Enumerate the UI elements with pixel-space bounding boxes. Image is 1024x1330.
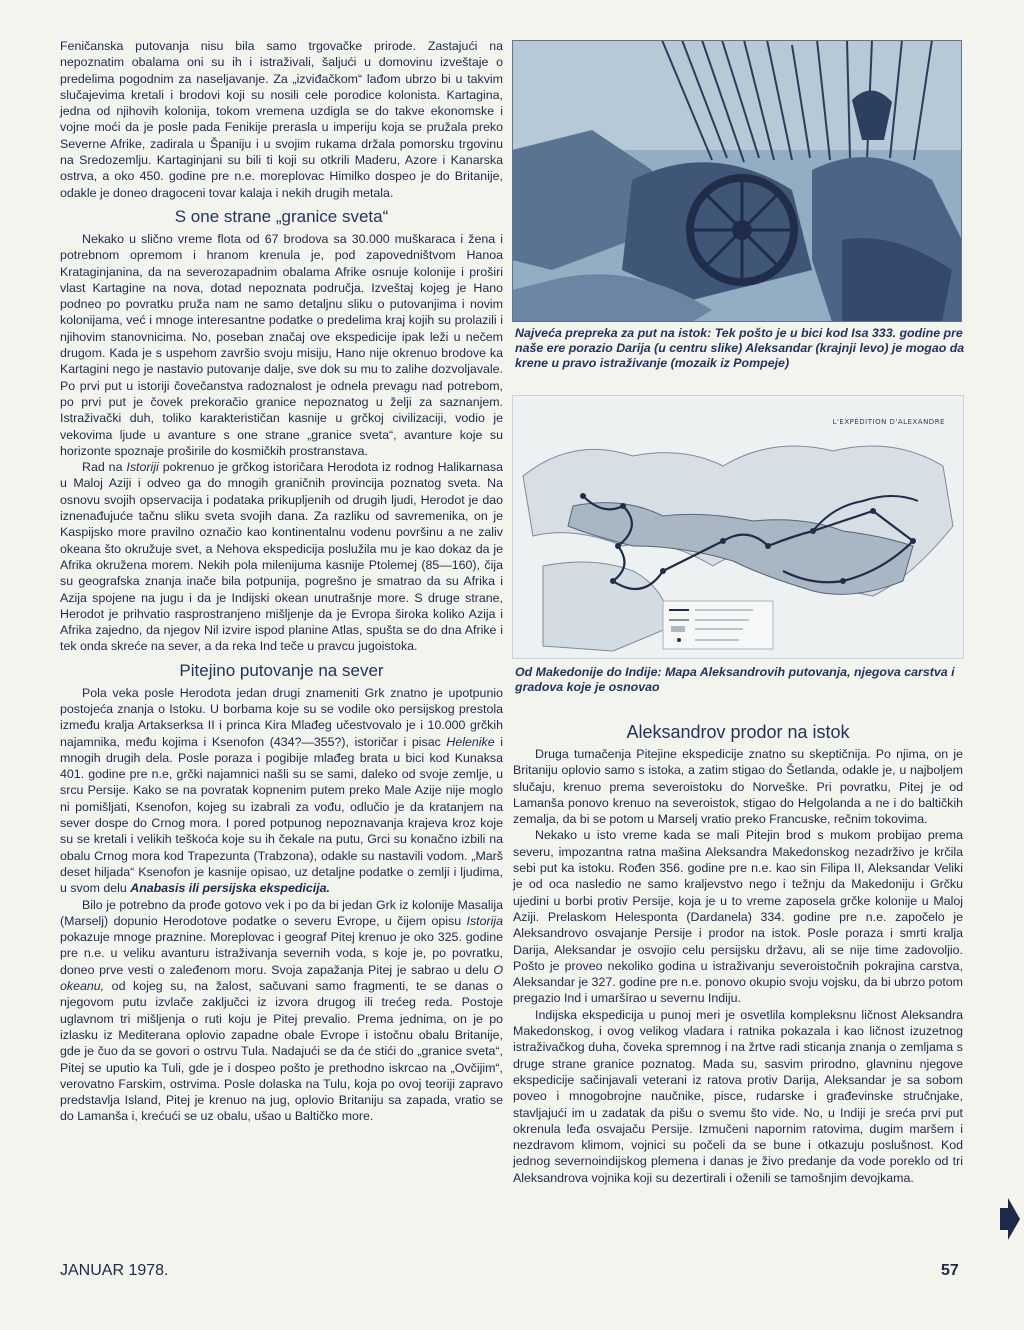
paragraph-phoenician-voyages: Feničanska putovanja nisu bila samo trgovačke prirode. Zastajući na nepoznatim obalama oni su ih i istraživali, šaljući u domovinu izveštaje o predelima pogodnim za naseljavanje. Za „izviđačkom“ lađom ubrzo bi u takvim slučajevima kretali i brodovi koji su nosili cele porodice kolonista. Kartagina, jedna od njihovih kolonija, tokom vremena uzdigla se do takve ekonomske i vojne moći da je posle pada Fenikije prerasla u imperiju koja se pružala preko Severne Afrike, zadirala u Španiju i u svojim rukama držala pomorsku trgovinu na Sredozemlju. Kartaginjani su bili ti koji su otkrili Maderu, Azore i Kanarska ostrva, a oko 450. godine pre n.e. moreplovac Himilko dospeo je do Britanije, odakle je doneo dragoceni tovar kalaja i nekih drugih metala. [60, 39, 503, 200]
paragraph-herodotus: Rad na Istoriji pokrenuo je grčkog istoričara Herodota iz rodnog Halikarnasa u Maloj Aziji i odveo ga do mnogih graničnih provincija poznatog sveta. Na osnovu svojih opservacija i podataka prikupljenih od drugih ljudi, Herodot je dao iznenađujuće tačnu sliku sveta svojih dana. Za razliku od savremenika, on je Kaspijsko more pravilno označio kao kontinentalnu vodenu površinu a ne zaliv okeana što okružuje svet, a Nehova ekspedicija poslužila mu je kao dokaz da je Afrika okružena morem. Nekih pola milenijuma kasnije Ptolemej (85—160), čija su geografska znanja inače bila potpunija, pogrešno je smatrao da su Afrika i Azija spojene na jugu i da je Indijski okean unutrašnje more. S druge strane, Herodot je prihvatio rasprostranjeno mišljenje da je Evropa široka koliko Azija i Afrika zajedno, da njegov Nil izvire ispod planine Atlas, spušta se do dna Afrike i tek onda skreće na sever, a da reka Ind teče u pravcu jugoistoka. [60, 460, 503, 654]
heading-beyond-world-border: S one strane „granice sveta“ [174, 206, 389, 226]
continue-arrow-icon [1000, 1198, 1020, 1240]
paragraph-hanno-expedition: Nekako u slično vreme flota od 67 brodova sa 30.000 muškaraca i žena i potrebnom opremom i hranom krenula je, pod zapovedništvom Hanoa Krataginjanina, da na severozapadnim obalama Afrike osnuje kolonije i proširi vlast Kartagine na nova, dotad nepoznata područja. Izveštaj kojeg je Hano podneo po povratku pruža nam ne samo detaljnu sliku o putovanjima i novim kolonijama, već i mnoge interesantne podatke o predelima kraj kojih su prolazili i njihovim stanovnicima. No, poseban značaj ove ekspedicije ipak leži u nečem drugom. Kada je s uspehom završio svoju misiju, Hano nije okrenuo brodove ka Kartagini nego je nastavio putovanje dalje, sve dok su mu to zalihe dozvoljavale. Po prvi put u istoriji čovečanstva radoznalost je odnela prevagu nad potrebom, po prvi put je čovek prekoračio granice nepoznatog u želji za saznanjem. Istraživački duh, toliko karakterističan kasnije u grčkoj civilizaciji, vodio je vekovima ljude u avanture s one strane „granice sveta“, avanture koje su horizonte spoznaje proširile do kosmičkih prostranstava. [60, 231, 503, 458]
paragraph-alexander-conquest: Nekako u isto vreme kada se mali Pitejin brod s mukom probijao prema severu, impozantna ratna mašina Aleksandra Makedonskog nezadrživo je krčila sebi put ka istoku. Rođen 356. godine pre n.e. kao sin Filipa II, Aleksandar Veliki je od oca nasledio ne samo kraljevstvo nego i težnju da Makedoniju i Grčku ujedini u borbi protiv Persije, koja je u to vreme zaposela grčke kolonije u Maloj Aziji. Prelaskom Helesponta (Dardanela) 334. godine pre n.e. započelo je Aleksandrovo osvajanje Persije i prodor na istok. Posle poraza i smrti kralja Darija, Aleksandar je osvojio celu persijsku državu, ali se nije time zadovoljio. Pošto je proveo nekoliko godina u istraživanju severoistočnih pokrajina carstva, Aleksandar je 327. godine pre n.e. ponovo okupio svoju vojsku, da bi ubrzo potom pregazio Ind i umaršírao u severnu Indiju. [513, 828, 963, 1006]
left-column [60, 38, 503, 1125]
issue-date: JANUAR 1978. [60, 1262, 169, 1279]
right-column-text [513, 722, 963, 1186]
mosaic-illustration [512, 40, 962, 322]
expedition-map [512, 395, 964, 659]
map-title: L'EXPÉDITION D'ALEXANDRE [832, 418, 945, 426]
map-caption: Od Makedonije do Indije: Mapa Aleksandrovih putovanja, njegova carstva i gradova koje je osnovao [515, 665, 955, 694]
paragraph-indian-expedition: Indijska ekspedicija u punoj meri je osvetlila kompleksnu ličnost Aleksandra Makedonskog, i ovog velikog vladara i ratnika pokazala i kao ličnost izuzetnog istraživačkog duha, čoveka spremnog i na žrtve radi sticanja znanja o zemljama s druge strane granice poznatog. Mada su, sasvim prirodno, glavninu njegove ekspedicije sačinjavali veterani iz ratova protiv Darija, Aleksandar je sa sobom poveo i mnogobrojne naučnike, pisce, rudarske i građevinske stručnjake, stavljajući im u zadatak da pišu o svemu što vide. No, u Indiji je sreća prvi put okrenula leđa osvajaču Persije. Izmučeni napornim ratovima, dugim maršem i nezdravom klimom, vojnici su počeli da se bune i otkazuju poslušnost. Kod jednog severnoindijskog plemena i danas je živo predanje da vode poreklo od tri Aleksandrova vojnika koji su dezertirali i oženili se tamošnjim devojkama. [513, 1007, 963, 1185]
paragraph-pytheas-interpretations: Druga tumačenja Pitejine ekspedicije znatno su skeptičnija. Po njima, on je Britaniju oplovio samo s istoka, a zatim stigao do Šetlanda, odakle je, u najboljem slučaju, krenuo prema severoistoku do Norveške. Pri povratku, Pitej je od Lamanša ponovo krenuo na severoistok, stigao do Helgolanda a ne i do baltičkih zemalja, da bi se potom u Marselj vratio preko Francuske, rečnim tokovima. [513, 747, 963, 827]
paragraph-pytheas: Bilo je potrebno da prođe gotovo vek i po da bi jedan Grk iz kolonije Masalija (Marselj) dopunio Herodotove podatke o severu Evrope, u čijem opisu Istorija pokazuje mnoge praznine. Moreplovac i geograf Pitej krenuo je oko 325. godine pre n.e. u veliku avanturu istraživanja severnih voda, s koje je, po povratku, doneo prve vesti o zaleđenom moru. Svoja zapažanja Pitej je sabrao u delu O okeanu, od kojeg su, na žalost, sačuvani samo fragmenti, te se danas o njegovom putu izvlače zaključci iz izvora drugog ili trećeg reda. Postoje uglavnom tri mišljenja o ruti koju je Pitej prevalio. Prema jednima, on je po izlasku iz Mediterana oplovio zapadne obale Evrope i istočnu obalu Britanije, gde je čuo da se govori o ostrvu Tula. Nadajući se da će stići do „granice sveta“, Pitej se uputio ka Tuli, gde je i dospeo pošto je prethodno iskrcao na „Ovčijim“, verovatno Farskim, ostrvima. Posle dolaska na Tulu, koja po ovoj teoriji zapravo predstavlja Island, Pitej je krenuo na jug, oplovio Britaniju sa zapada, vratio se do Lamanša i, krećući se uz obalu, ušao u Baltičko more. [60, 897, 503, 1124]
map-illustration [513, 396, 963, 658]
page-number: 57 [941, 1262, 959, 1279]
paragraph-xenophon: Pola veka posle Herodota jedan drugi znameniti Grk znatno je upotpunio postojeća znanja o Istoku. U borbama koje su se vodile oko persijskog prestola između kralja Artakserksa II i princa Kira Mlađeg učestvovalo je i 10.000 grčkih najamnika, među kojima i Ksenofon (434?—355?), istoričar i pisac Helenike i mnogih drugih dela. Posle poraza i pogibije mlađeg brata u bici kod Kunaksa 401. godine pre n.e, grčki najamnici našli su se sami, daleko od svoje zemlje, u srcu Persije. Kako se na povratak kopnenim putem preko Male Azije nije moglo ni pomišljati, Ksenofon, kojeg su izabrali za vođu, odlučio je da kratanjem na sever dospe do Crnog mora. I pored potpunog nepoznavanja krajeva kroz koje su se kretali i velikih teškoća koje su ih čekale na putu, Grci su konačno izbili na obalu Crnog mora kod Trapezunta (Trabzona), odakle su nastavili vodom. „Marš deset hiljada“ Ksenofon je kasnije opisao, uz detaljne podatke o zemlji i ljudima, u svom delu Anabasis ili persijska ekspedicija. [60, 685, 503, 896]
heading-pytheas-voyage: Pitejino putovanje na sever [179, 660, 384, 680]
heading-alexander-east: Aleksandrov prodor na istok [626, 722, 850, 742]
mosaic-photo [512, 40, 962, 322]
mosaic-caption: Najveća prepreka za put na istok: Tek pošto je u bici kod Isa 333. godine pre naše ere porazio Darija (u centru slike) Aleksandar (krajnji levo) je mogao da krene u pravo istraživanje (mozaik iz Pompeje) [515, 326, 965, 370]
